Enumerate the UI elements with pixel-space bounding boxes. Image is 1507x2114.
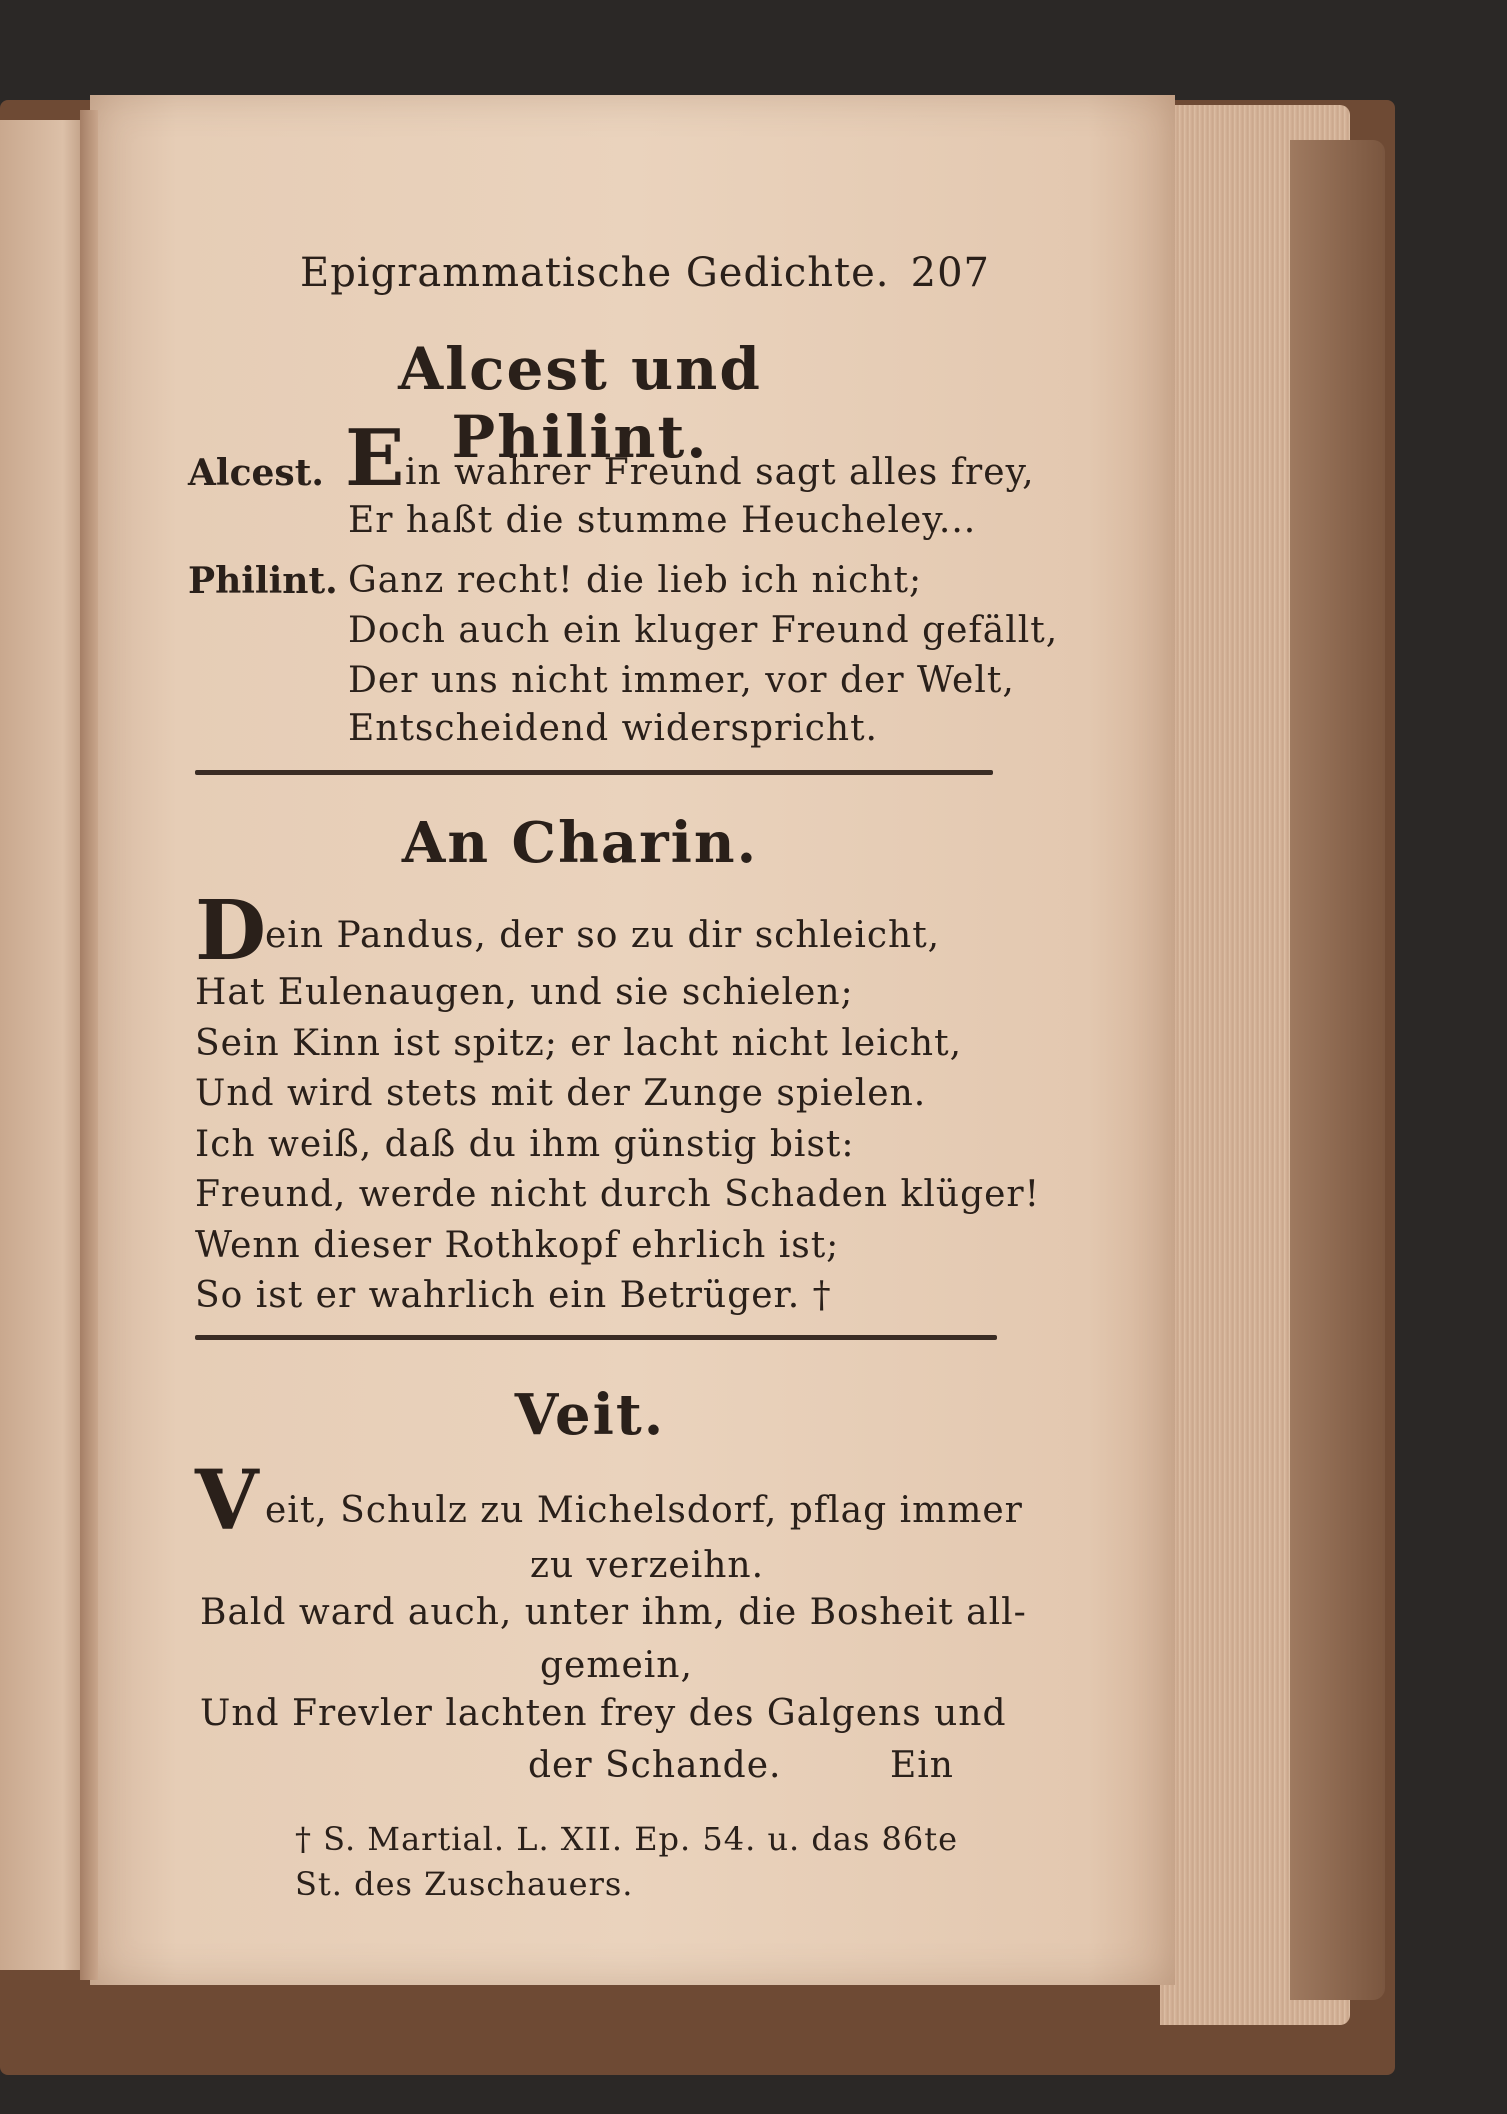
book-spine-edge [1290,140,1385,2000]
poem2-line-8: So ist er wahrlich ein Betrüger. † [195,1275,832,1316]
poem-title-alcest: Alcest und Philint. [398,335,762,471]
poem-title-veit: Veit. [514,1382,666,1448]
poem2-line-4: Und wird stets mit der Zunge spielen. [195,1073,927,1114]
poem3-line-1: eit, Schulz zu Michelsdorf, pflag immer [265,1490,1023,1531]
poem1-line-2: Er haßt die stumme Heucheley... [348,500,977,541]
poem3-line-6: der Schande. [528,1745,782,1786]
poem1-line-5: Der uns nicht immer, vor der Welt, [348,660,1015,701]
poem1-line-3: Ganz recht! die lieb ich nicht; [348,560,923,601]
poem1-line-1: in wahrer Freund sagt alles frey, [405,452,1035,493]
running-head [300,250,990,305]
poem2-line-1: ein Pandus, der so zu dir schleicht, [265,915,941,956]
speaker-alcest: Alcest. [188,452,324,494]
poem-title-charin: An Charin. [401,810,759,876]
poem2-line-2: Hat Eulenaugen, und sie schielen; [195,972,854,1013]
running-head-title: Epigrammatische Gedichte. [300,250,890,296]
poem3-line-4: gemein, [540,1645,693,1686]
footnote-line-2: St. des Zuschauers. [295,1865,634,1903]
left-page-edge [0,120,90,1970]
dropcap-v: V [195,1453,259,1549]
speaker-philint: Philint. [188,560,338,602]
poem3-line-2: zu verzeihn. [530,1545,765,1586]
poem3-line-5: Und Frevler lachten frey des Galgens und [200,1693,1007,1734]
section-divider-1 [195,770,993,775]
poem1-line-6: Entscheidend widerspricht. [348,708,878,749]
poem2-line-6: Freund, werde nicht durch Schaden klüger! [195,1174,1041,1215]
dropcap-d: D [195,883,267,979]
catchword: Ein [890,1745,954,1786]
section-divider-2 [195,1335,997,1340]
poem2-line-7: Wenn dieser Rothkopf ehrlich ist; [195,1225,840,1266]
dropcap-e: E [345,413,405,504]
poem2-line-3: Sein Kinn ist spitz; er lacht nicht leicht, [195,1023,963,1064]
poem1-line-4: Doch auch ein kluger Freund gefällt, [348,610,1059,651]
poem3-line-3: Bald ward auch, unter ihm, die Bosheit all- [200,1592,1027,1633]
footnote-line-1: † S. Martial. L. XII. Ep. 54. u. das 86te [295,1820,959,1858]
page-gutter [80,110,98,1980]
page-number: 207 [910,250,990,296]
poem2-line-5: Ich weiß, daß du ihm günstig bist: [195,1124,855,1165]
